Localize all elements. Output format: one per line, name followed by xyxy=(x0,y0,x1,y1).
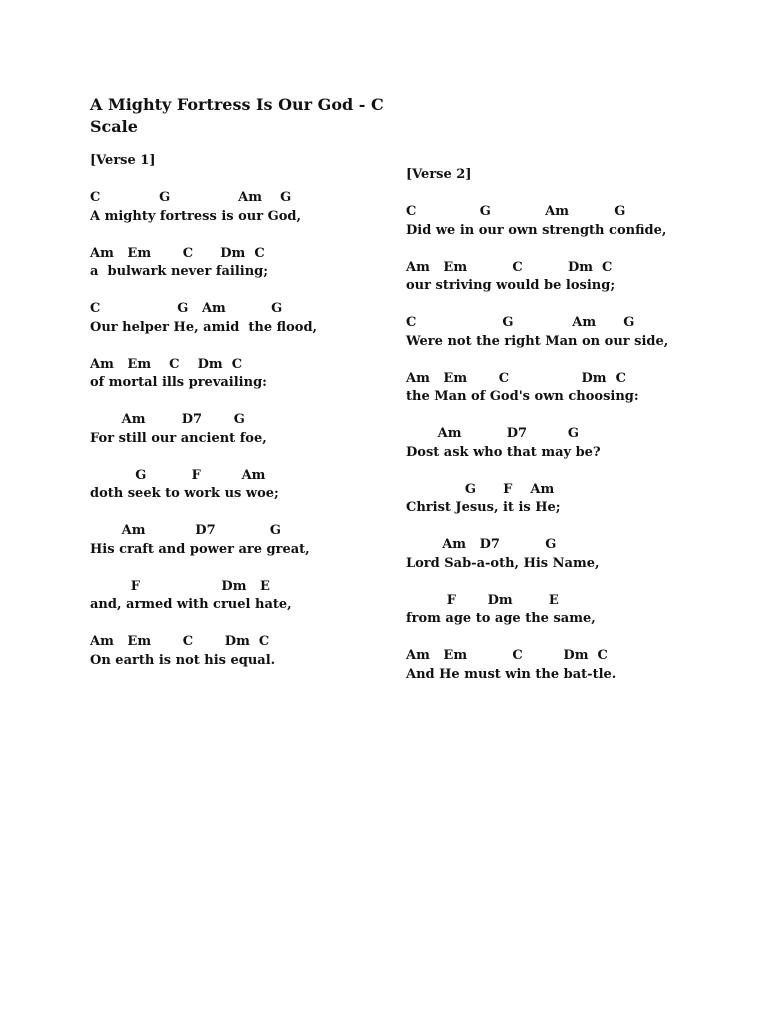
lyric-line: the Man of God's own choosing: xyxy=(406,389,639,404)
chord-lyric-pair xyxy=(90,189,410,226)
lyric-line: a bulwark never failing; xyxy=(90,264,269,279)
lyric-line: of mortal ills prevailing: xyxy=(90,375,267,390)
chord-lyric-pair xyxy=(90,522,410,559)
lyric-line: Dost ask who that may be? xyxy=(406,444,601,460)
chord-line: Am D7 G xyxy=(90,523,282,538)
lyric-line: On earth is not his equal. xyxy=(90,652,276,668)
lyric-line: And He must win the bat-tle. xyxy=(406,666,617,682)
lyric-line: For still our ancient foe, xyxy=(90,430,267,446)
chord-lyric-pair xyxy=(406,536,726,573)
chord-lyric-pair xyxy=(406,370,726,407)
verse-label: [Verse 2] xyxy=(406,167,472,182)
lyric-line: and, armed with cruel hate, xyxy=(90,597,292,612)
chord-line: Am Em C Dm C xyxy=(406,648,608,663)
chord-line: Am Em C Dm C xyxy=(406,259,613,275)
chord-line: Am D7 G xyxy=(406,426,579,441)
chord-line: C G Am G xyxy=(90,301,283,316)
chord-lyric-pair xyxy=(406,314,726,351)
chord-lyric-pair xyxy=(90,356,410,393)
chord-lyric-pair xyxy=(90,467,410,504)
chord-line: C G Am G xyxy=(406,204,626,219)
song-title: A Mighty Fortress Is Our God - C Scale xyxy=(90,95,384,136)
lyric-line: Christ Jesus, it is He; xyxy=(406,500,561,515)
lyric-line: Lord Sab-a-oth, His Name, xyxy=(406,555,600,571)
chord-lyric-pair xyxy=(406,259,726,296)
chord-line: G F Am xyxy=(406,481,555,497)
chord-line: G F Am xyxy=(90,467,266,483)
verse-1 xyxy=(90,152,410,670)
chord-line: C G Am G xyxy=(406,315,635,330)
chord-line: F Dm E xyxy=(406,592,559,608)
chord-lyric-pair xyxy=(90,578,410,615)
chord-line: Am D7 G xyxy=(90,412,245,427)
verse-2 xyxy=(406,166,726,684)
chord-lyric-pair xyxy=(406,647,726,684)
chord-line: C G Am G xyxy=(90,190,292,205)
chord-lyric-pair xyxy=(90,411,410,448)
chord-line: F Dm E xyxy=(90,578,270,594)
chord-line: Am Em C Dm C xyxy=(406,370,626,386)
chord-line: Am D7 G xyxy=(406,537,557,552)
chord-lyric-pair xyxy=(90,633,410,670)
lyric-line: His craft and power are great, xyxy=(90,541,310,557)
lyric-line: A mighty fortress is our God, xyxy=(90,208,302,224)
chord-line: Am Em C Dm C xyxy=(90,245,265,261)
chord-line: Am Em C Dm C xyxy=(90,634,270,649)
chord-line: Am Em C Dm C xyxy=(90,356,243,372)
chord-lyric-pair xyxy=(406,592,726,629)
lyric-line: Did we in our own strength confide, xyxy=(406,222,667,238)
lyric-line: Our helper He, amid the flood, xyxy=(90,319,318,335)
lyric-line: from age to age the same, xyxy=(406,611,596,626)
chord-lyric-pair xyxy=(406,481,726,518)
lyric-line: Were not the right Man on our side, xyxy=(406,333,669,349)
lyric-line: our striving would be losing; xyxy=(406,278,616,293)
chord-lyric-pair xyxy=(90,245,410,282)
chord-lyric-pair xyxy=(90,300,410,337)
chord-lyric-pair xyxy=(406,203,726,240)
verse-label: [Verse 1] xyxy=(90,153,156,168)
chord-lyric-pair xyxy=(406,425,726,462)
lyric-line: doth seek to work us woe; xyxy=(90,486,279,501)
